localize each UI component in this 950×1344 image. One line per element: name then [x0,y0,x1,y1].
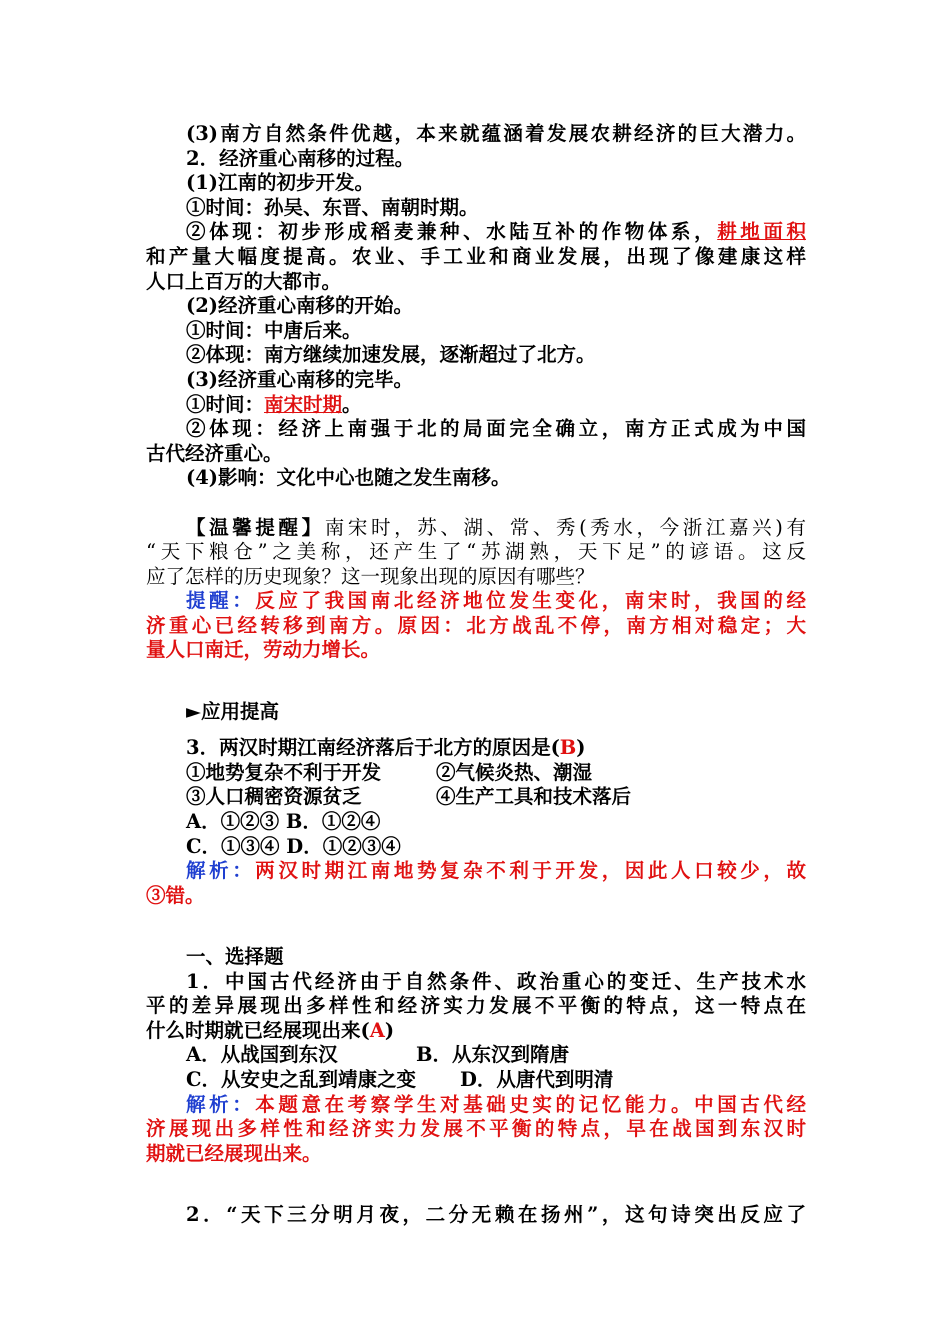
subheading: (1)江南的初步开发。 [186,171,375,195]
tip-answer: 提醒：反应了我国南北经济地位发生变化，南宋时，我国的经 [186,589,806,613]
spacer [146,908,806,933]
tip-paragraph: 【温馨提醒】南宋时，苏、湖、常、秀(秀水，今浙江嘉兴)有 [186,515,806,539]
paragraph: ①时间：南宋时期。 [186,392,362,416]
highlight-answer: 南宋时期 [264,392,343,416]
spacer [146,491,806,516]
paragraph: ②体现：南方继续加速发展，逐渐超过了北方。 [186,343,596,367]
tip-paragraph-cont: “天下粮仓”之美称，还产生了“苏湖熟，天下足”的谚语。这反 [146,540,806,564]
question-1: 1．中国古代经济由于自然条件、政治重心的变迁、生产技术水 [186,969,806,993]
tip-answer-label: 提醒： [186,589,256,613]
question-1-explanation: 解析：本题意在考察学生对基础史实的记忆能力。中国古代经 [186,1092,806,1116]
section-heading-choice: 一、选择题 [186,945,284,968]
paragraph: (4)影响：文化中心也随之发生南移。 [186,466,511,490]
question-3-choices: A．①②③ B．①②④ [186,810,381,834]
section-heading-apply: ►应用提高 [186,699,279,723]
question-1-explanation-cont: 济展现出多样性和经济实力发展不平衡的特点，早在战国到东汉时 [146,1117,806,1141]
spacer [146,933,806,945]
question-1-cont: 什么时期就已经展现出来(A) [146,1018,395,1042]
tip-answer-cont: 量人口南迁，劳动力增长。 [146,638,381,662]
question-3: 3．两汉时期江南经济落后于北方的原因是(B) [186,736,586,760]
spacer [146,724,806,736]
tip-label: 【温馨提醒】 [186,515,325,539]
question-1-explanation-cont: 期就已经展现出来。 [146,1141,322,1165]
explanation-label: 解析： [186,859,256,883]
question-1-options-row: A．从战国到东汉 B．从东汉到隋唐 [186,1043,569,1067]
paragraph: ②体现：初步形成稻麦兼种、水陆互补的作物体系，耕地面积 [186,220,806,244]
paragraph: (3)南方自然条件优越，本来就蕴涵着发展农耕经济的巨大潜力。 [186,122,806,145]
explanation-label: 解析： [186,1092,256,1116]
paragraph: ②体现：经济上南强于北的局面完全确立，南方正式成为中国 [186,417,806,441]
paragraph-cont: 和产量大幅度提高。农业、手工业和商业发展，出现了像建康这样 [146,244,806,268]
answer-letter: A [369,1018,385,1042]
question-1-cont: 平的差异展现出多样性和经济实力发展不平衡的特点，这一特点在 [146,994,806,1018]
answer-letter: B [559,736,577,760]
paragraph-cont: 古代经济重心。 [146,441,283,465]
question-3-options-row: ③人口稠密资源贫乏 ④生产工具和技术落后 [186,785,632,809]
question-3-choices: C．①③④ D．①②③④ [186,834,401,858]
highlight-answer: 耕地面积 [717,220,806,244]
paragraph: ①时间：孙吴、东晋、南朝时期。 [186,195,479,219]
subheading: (3)经济重心南移的完毕。 [186,367,414,391]
spacer [146,688,806,700]
heading-process: 2．经济重心南移的过程。 [186,146,415,170]
question-3-explanation: 解析：两汉时期江南地势复杂不利于开发，因此人口较少，故 [186,859,806,883]
document-page [146,122,806,1228]
tip-answer-cont: 济重心已经转移到南方。原因：北方战乱不停，南方相对稳定；大 [146,613,806,637]
question-2: 2．“天下三分明月夜，二分无赖在扬州”，这句诗突出反应了 [186,1202,806,1226]
question-3-options-row: ①地势复杂不利于开发 ②气候炎热、潮湿 [186,760,593,784]
question-3-explanation-cont: ③错。 [146,883,205,907]
subheading: (2)经济重心南移的开始。 [186,294,414,318]
paragraph-cont: 人口上百万的大都市。 [146,269,342,293]
tip-paragraph-cont: 应了怎样的历史现象？这一现象出现的原因有哪些？ [146,564,595,588]
spacer [146,1191,806,1203]
paragraph: ①时间：中唐后来。 [186,318,362,342]
question-1-options-row: C．从安史之乱到靖康之变 D．从唐代到明清 [186,1067,614,1091]
spacer [146,1166,806,1191]
spacer [146,663,806,688]
